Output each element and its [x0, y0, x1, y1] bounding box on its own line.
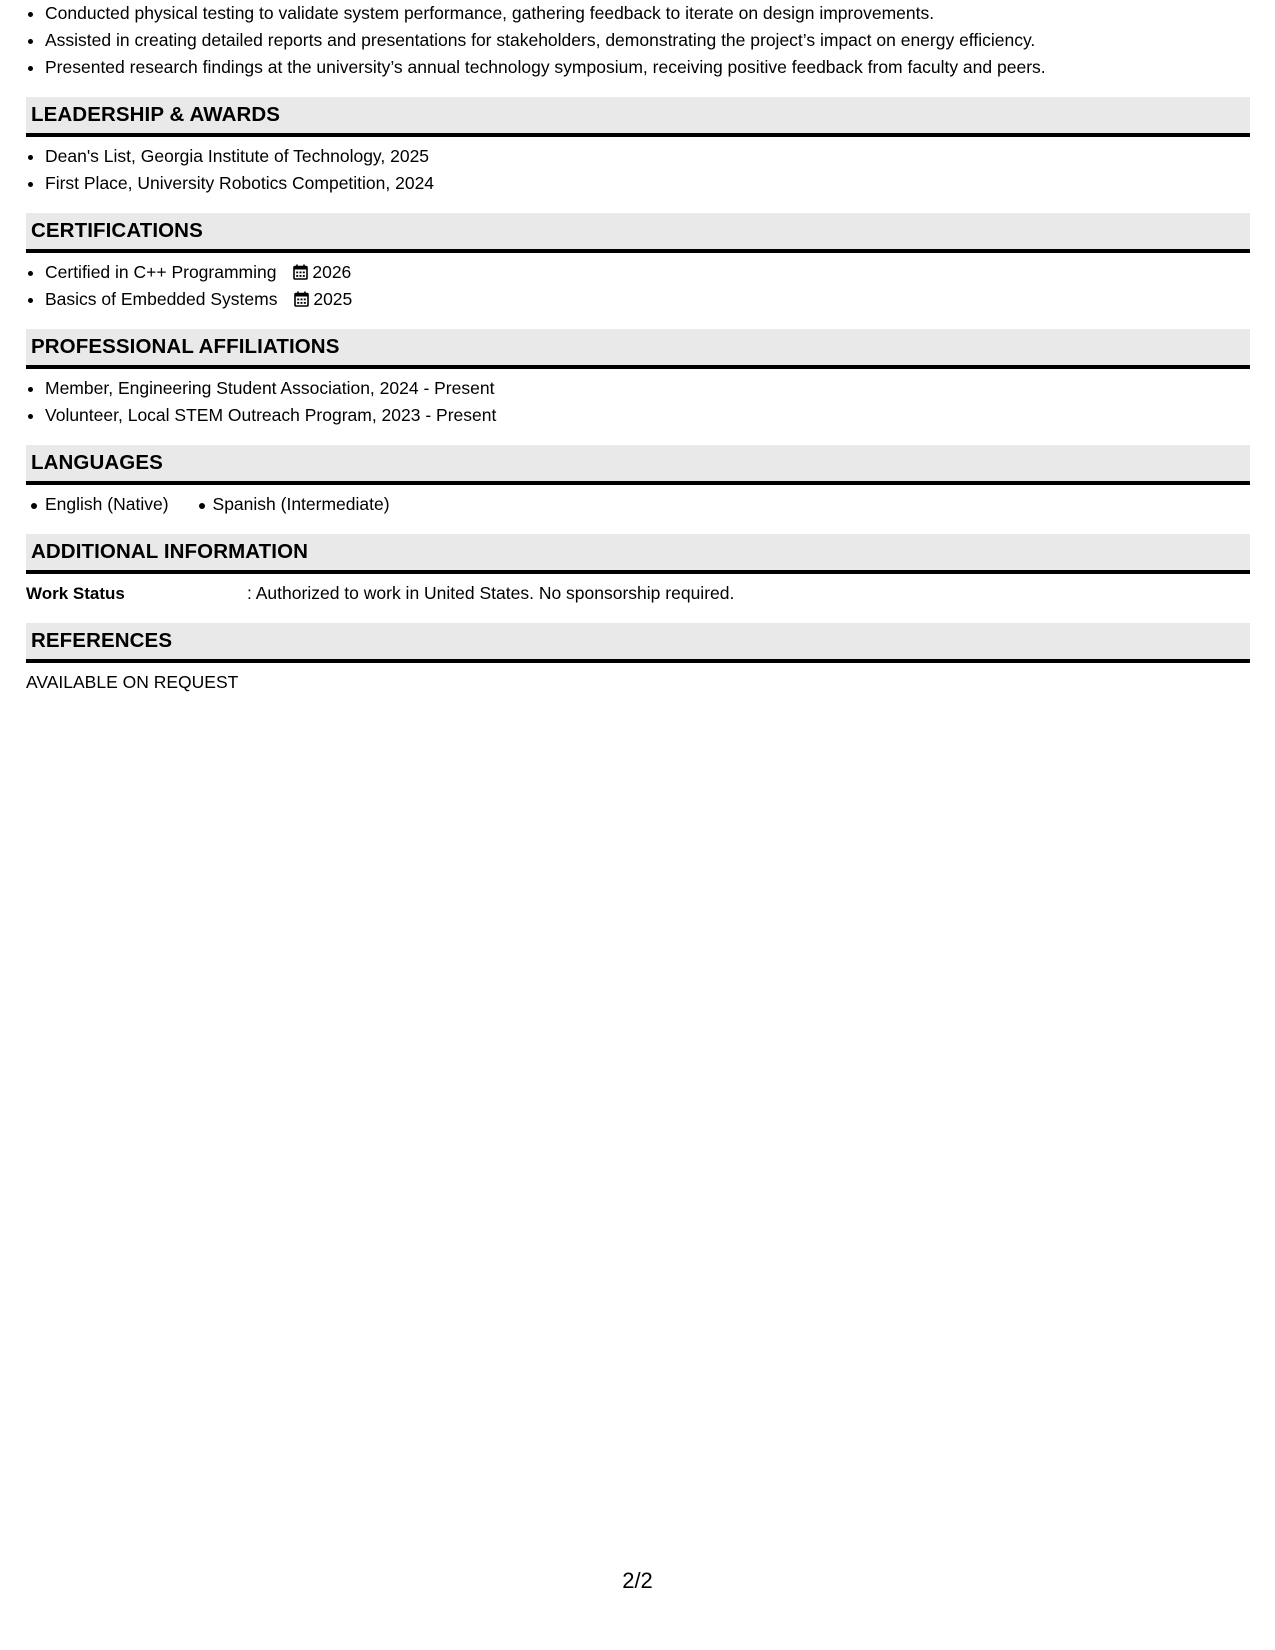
calendar-icon	[293, 264, 308, 280]
work-status-row	[26, 580, 1250, 607]
resume-page	[26, 0, 1250, 696]
references-text: AVAILABLE ON REQUEST	[26, 672, 239, 692]
experience-bullet: • Presented research findings at the university’s annual technology symposium, receiving positive feedback from faculty and peers.	[45, 54, 1250, 81]
language-item: Spanish (Intermediate)	[213, 491, 390, 518]
calendar-icon	[294, 291, 309, 307]
references-section-title: REFERENCES	[31, 629, 173, 652]
affiliation-item: • Volunteer, Local STEM Outreach Program, 2023 - Present	[45, 402, 1250, 429]
leadership-section-header	[26, 97, 1250, 137]
certification-name: Basics of Embedded Systems	[45, 289, 278, 309]
languages-list	[26, 491, 1250, 518]
certification-year: 2026	[312, 262, 352, 282]
languages-section-header	[26, 445, 1250, 485]
leadership-item: • Dean's List, Georgia Institute of Technology, 2025	[45, 143, 1250, 170]
certification-year: 2025	[313, 289, 353, 309]
experience-bullet: • Conducted physical testing to validate system performance, gathering feedback to iterate on design improvements.	[45, 0, 1250, 27]
leadership-section-title: LEADERSHIP & AWARDS	[31, 103, 281, 126]
references-section-header	[26, 623, 1250, 663]
additional-info-section-header	[26, 534, 1250, 574]
work-status-value: : Authorized to work in United States. No sponsorship required.	[247, 583, 735, 603]
leadership-list	[26, 143, 1250, 197]
experience-bullet: • Assisted in creating detailed reports and presentations for stakeholders, demonstrating the project’s impact on energy efficiency.	[45, 27, 1250, 54]
page-number: 2/2	[622, 1568, 653, 1593]
languages-section-title: LANGUAGES	[31, 451, 163, 474]
certification-item	[45, 286, 1250, 313]
affiliation-item: • Member, Engineering Student Association, 2024 - Present	[45, 375, 1250, 402]
experience-bullet-list	[26, 0, 1250, 81]
affiliations-section-header	[26, 329, 1250, 369]
certifications-section-title: CERTIFICATIONS	[31, 219, 203, 242]
work-status-label: Work Status	[26, 584, 125, 603]
certification-name: Certified in C++ Programming	[45, 262, 277, 282]
certifications-list	[26, 259, 1250, 313]
certifications-section-header	[26, 213, 1250, 253]
leadership-item: • First Place, University Robotics Competition, 2024	[45, 170, 1250, 197]
certification-item	[45, 259, 1250, 286]
additional-info-section-title: ADDITIONAL INFORMATION	[31, 540, 309, 563]
affiliations-section-title: PROFESSIONAL AFFILIATIONS	[31, 335, 340, 358]
language-item: English (Native)	[45, 491, 169, 518]
affiliations-list	[26, 375, 1250, 429]
